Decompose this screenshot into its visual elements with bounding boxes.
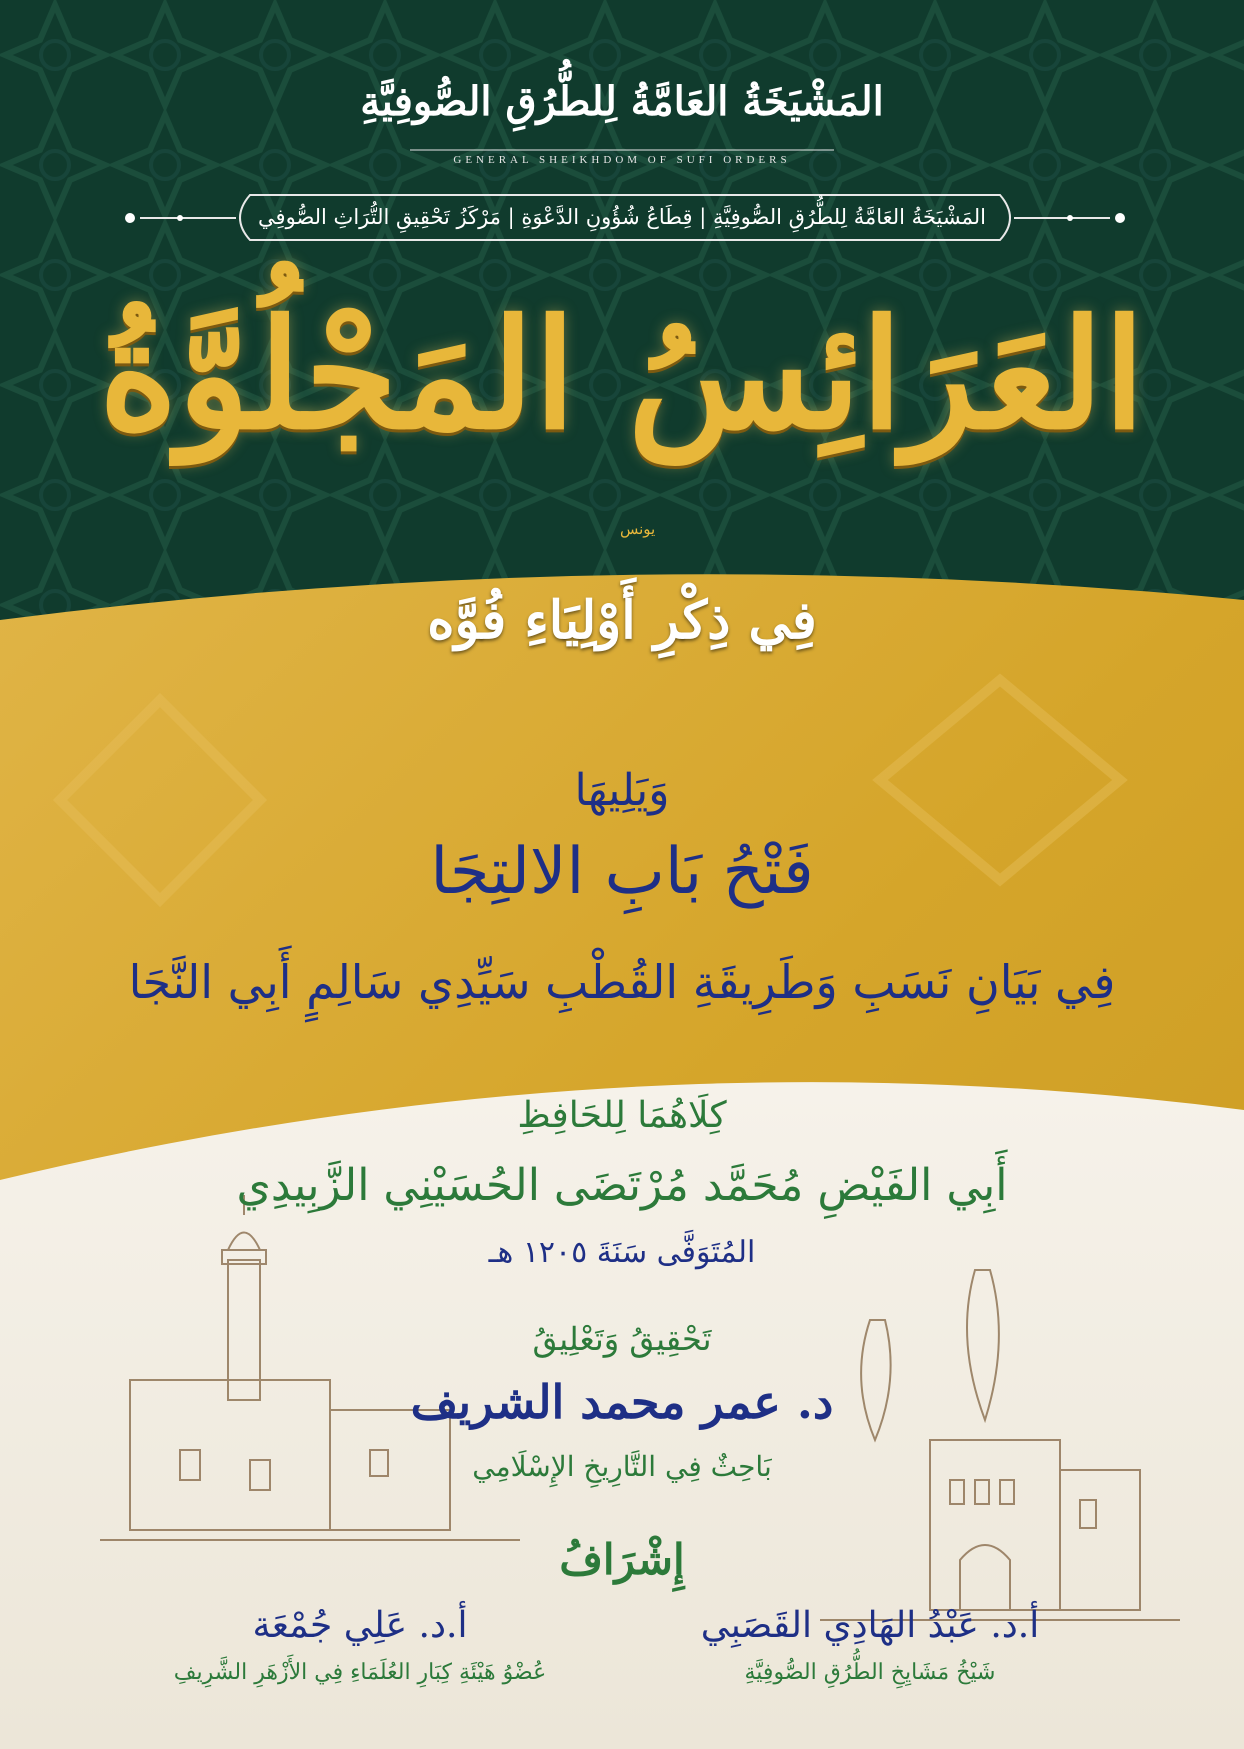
supervisor-left-name: أ.د. عَلِي جُمْعَة bbox=[252, 1605, 468, 1646]
author-death-date: المُتَوَفَّى سَنَةَ ١٢٠٥ هـ bbox=[488, 1235, 756, 1270]
second-work-subtitle: فِي بَيَانِ نَسَبِ وَطَرِيقَةِ القُطْبِ سَيِّدِي سَالِمٍ أَبِي النَّجَا bbox=[128, 955, 1116, 1009]
supervision-label: إِشْرَافُ bbox=[559, 1535, 685, 1584]
supervisor-left bbox=[150, 1605, 570, 1685]
book-subtitle: فِي ذِكْرِ أَوْلِيَاءِ فُوَّه bbox=[427, 590, 817, 651]
title-small-note: يونس bbox=[620, 520, 656, 538]
second-work-title: فَتْحُ بَابِ الالتِجَا bbox=[430, 835, 814, 909]
second-work-intro: وَيَلِيهَا bbox=[574, 765, 670, 816]
brand-name-english: GENERAL SHEIKHDOM OF SUFI ORDERS bbox=[453, 154, 791, 166]
organization-banner: المَشْيَخَةُ العَامَّةُ لِلطُّرُقِ الصُّوفِيَّةِ | قِطَاعُ شُؤُونِ الدَّعْوَةِ | مَرْكَزُ تَحْقِيقِ التُّرَاثِ الصُّوفِي bbox=[258, 205, 986, 229]
book-title: العَرَائِسُ المَجْلُوَّةُ bbox=[98, 287, 1146, 463]
editor-role: بَاحِثٌ فِي التَّارِيخِ الإِسْلَامِي bbox=[472, 1450, 772, 1483]
brand-name-arabic: المَشْيَخَةُ العَامَّةُ لِلطُّرُقِ الصُّوفِيَّةِ bbox=[360, 78, 884, 125]
supervisor-right-name: أ.د. عَبْدُ الهَادِي القَصَبِي bbox=[700, 1605, 1040, 1646]
editor-name: د. عمر محمد الشريف bbox=[410, 1375, 834, 1429]
supervisor-left-role: عُضْوُ هَيْئَةِ كِبَارِ العُلَمَاءِ فِي الأَزْهَرِ الشَّرِيفِ bbox=[173, 1660, 547, 1685]
author-name: أَبِي الفَيْضِ مُحَمَّد مُرْتَضَى الحُسَيْنِي الزَّبِيدِي bbox=[236, 1160, 1008, 1211]
editor-label: تَحْقِيقُ وَتَعْلِيقُ bbox=[532, 1320, 712, 1358]
author-label: كِلَاهُمَا لِلحَافِظِ bbox=[517, 1095, 727, 1136]
supervisor-right bbox=[660, 1605, 1080, 1685]
supervisor-right-role: شَيْخُ مَشَايِخِ الطُّرُقِ الصُّوفِيَّةِ bbox=[744, 1660, 996, 1685]
